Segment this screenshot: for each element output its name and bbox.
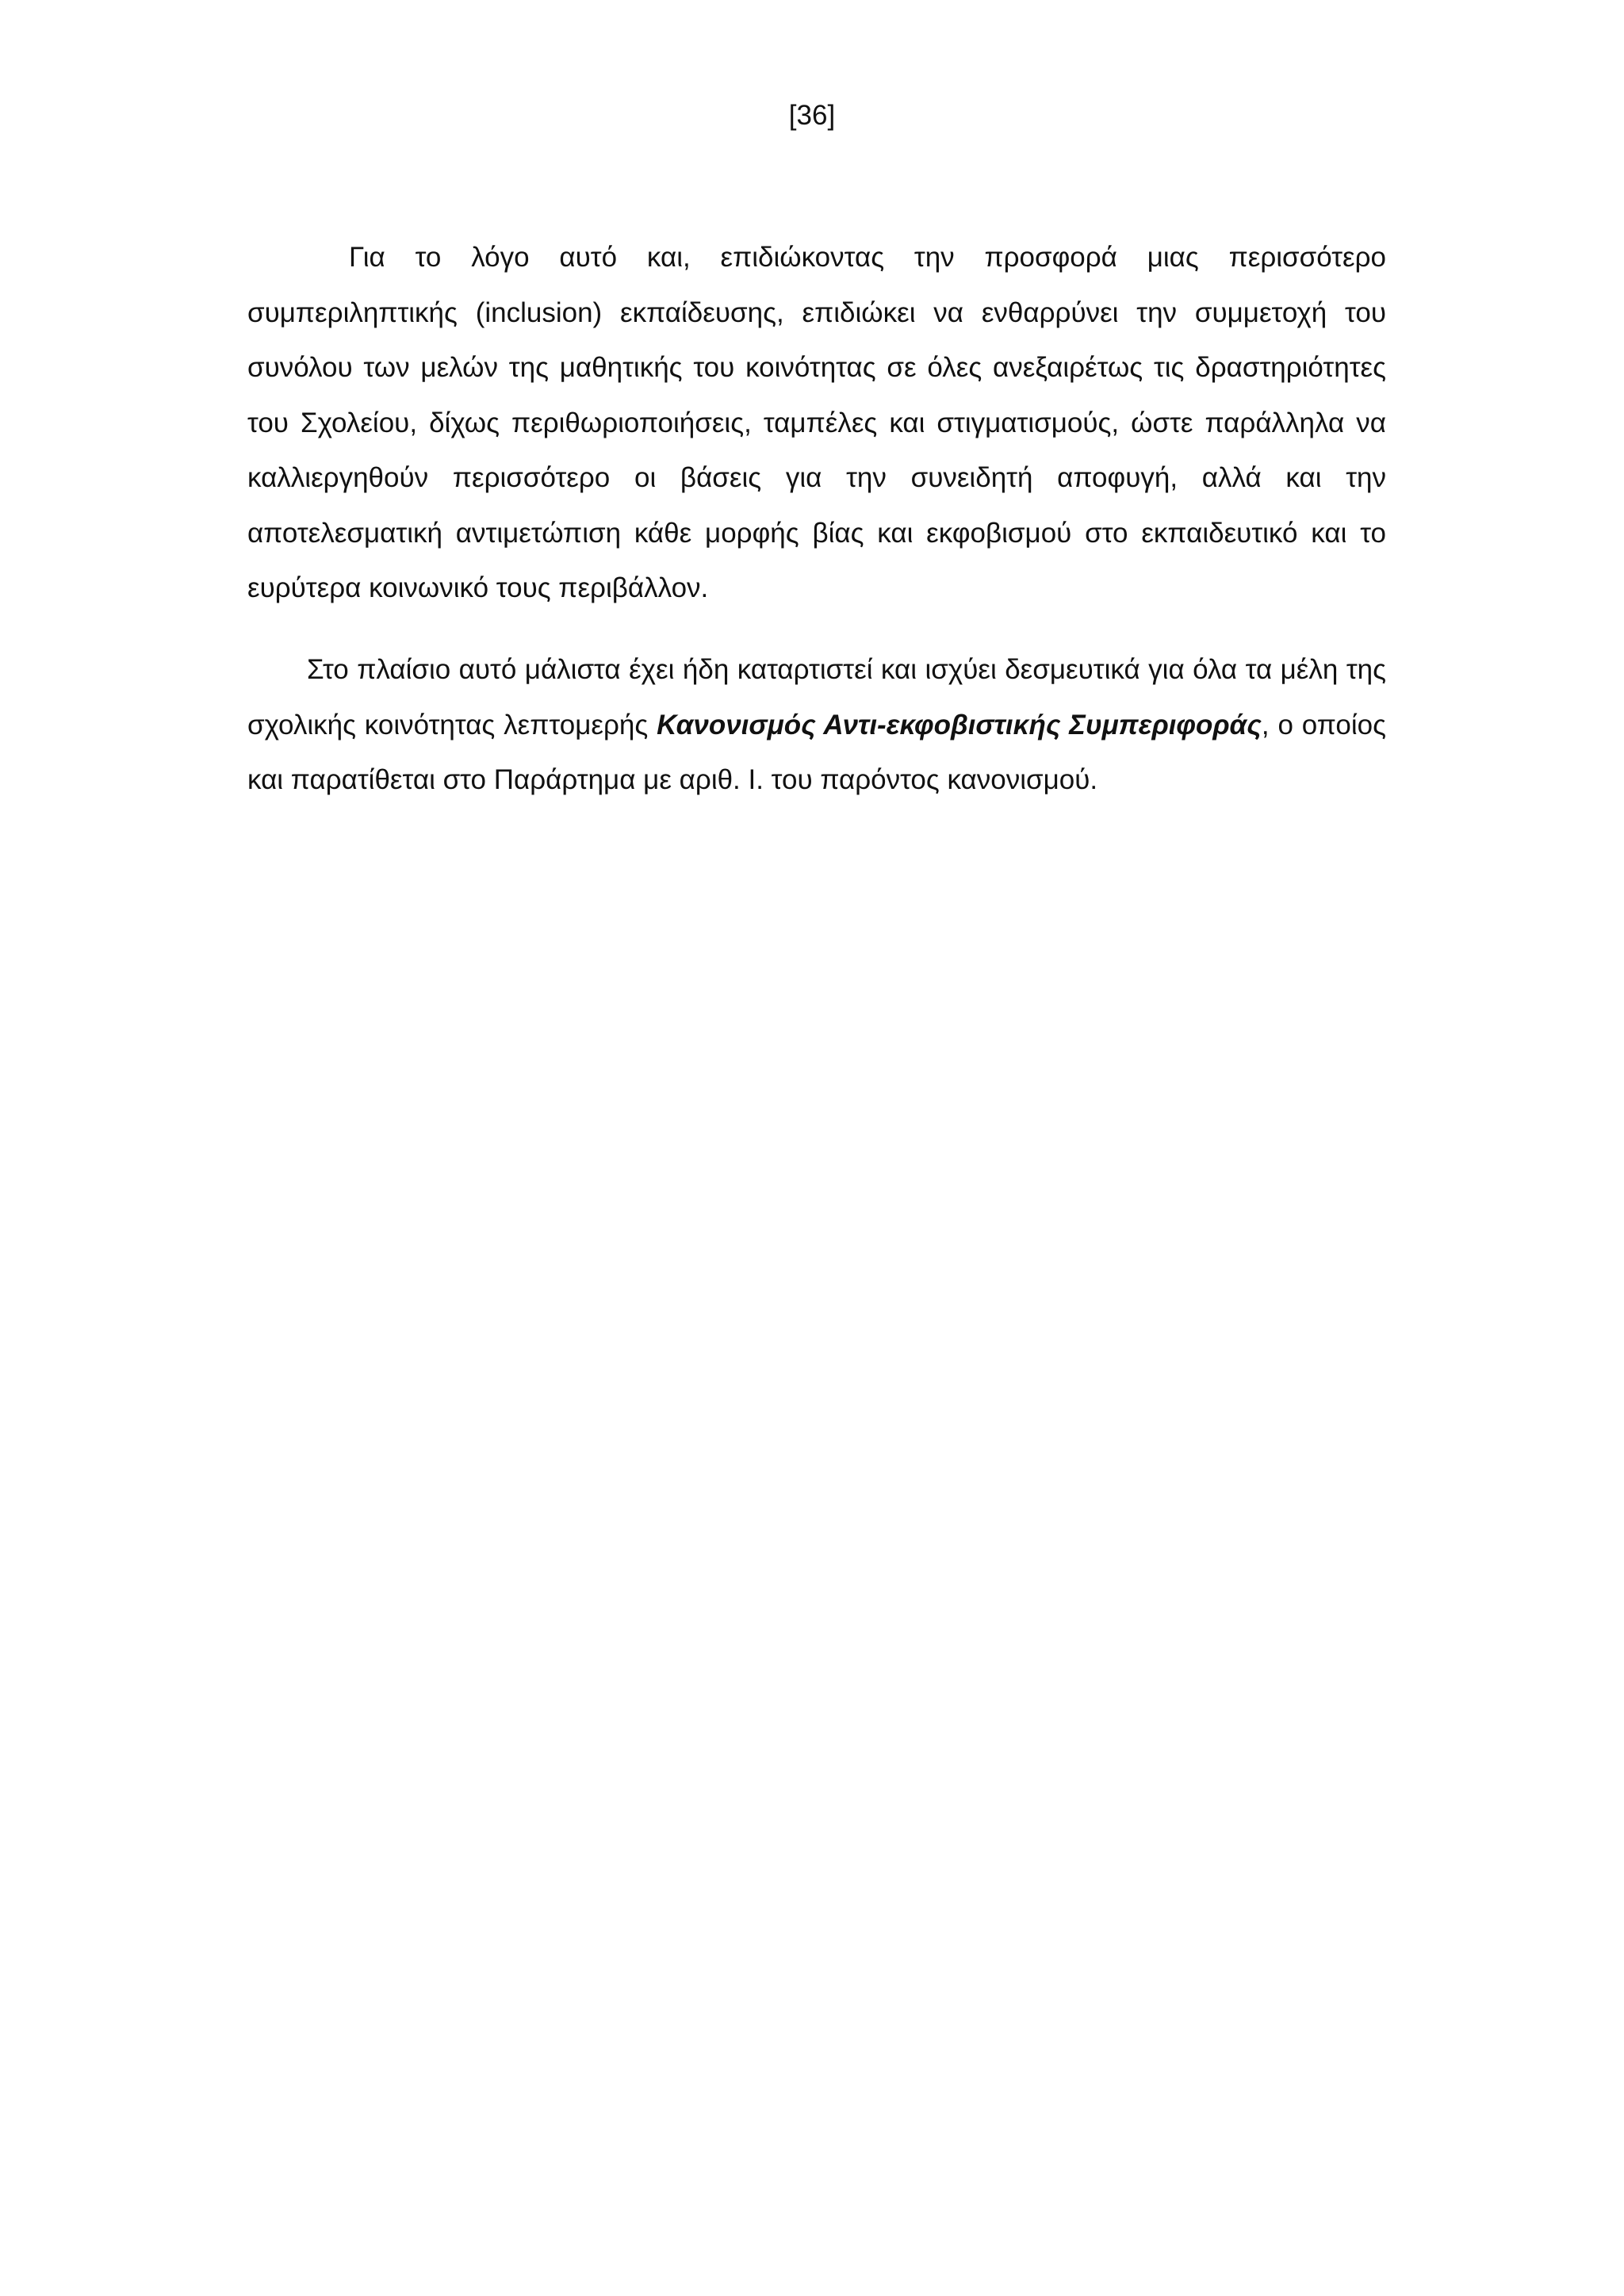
paragraph-2: [247, 642, 1386, 808]
paragraph-2-text-start: Στο πλαίσιο αυτό μάλιστα έχει ήδη καταρτιστεί και ισχύει δεσμευτικά για όλα τα μέλη της σχολικής κοινότητας λεπτομερής: [247, 654, 1386, 740]
paragraph-2-text-end: , ο οποίος και παρατίθεται στο Παράρτημα με αριθ. Ι. του παρόντος κανονισμού.: [247, 709, 1386, 795]
regulation-title-emphasis: Κανονισμός Αντι-εκφοβιστικής Συμπεριφοράς: [657, 709, 1262, 740]
paragraph-1: Για το λόγο αυτό και, επιδιώκοντας την προσφορά μιας περισσότερο συμπεριληπτικής (inclusion) εκπαίδευσης, επιδιώκει να ενθαρρύνει την συμμετοχή του συνόλου των μελών της μαθητικής του κοινότητας σε όλες ανεξαιρέτως τις δραστηριότητες του Σχολείου, δίχως περιθωριοποιήσεις, ταμπέλες και στιγματισμούς, ώστε παράλληλα να καλλιεργηθούν περισσότερο οι βάσεις για την συνειδητή αποφυγή, αλλά και την αποτελεσματική αντιμετώπιση κάθε μορφής βίας και εκφοβισμού στο εκπαιδευτικό και το ευρύτερα κοινωνικό τους περιβάλλον.: [247, 242, 1386, 603]
page-number: [36]: [788, 100, 836, 131]
